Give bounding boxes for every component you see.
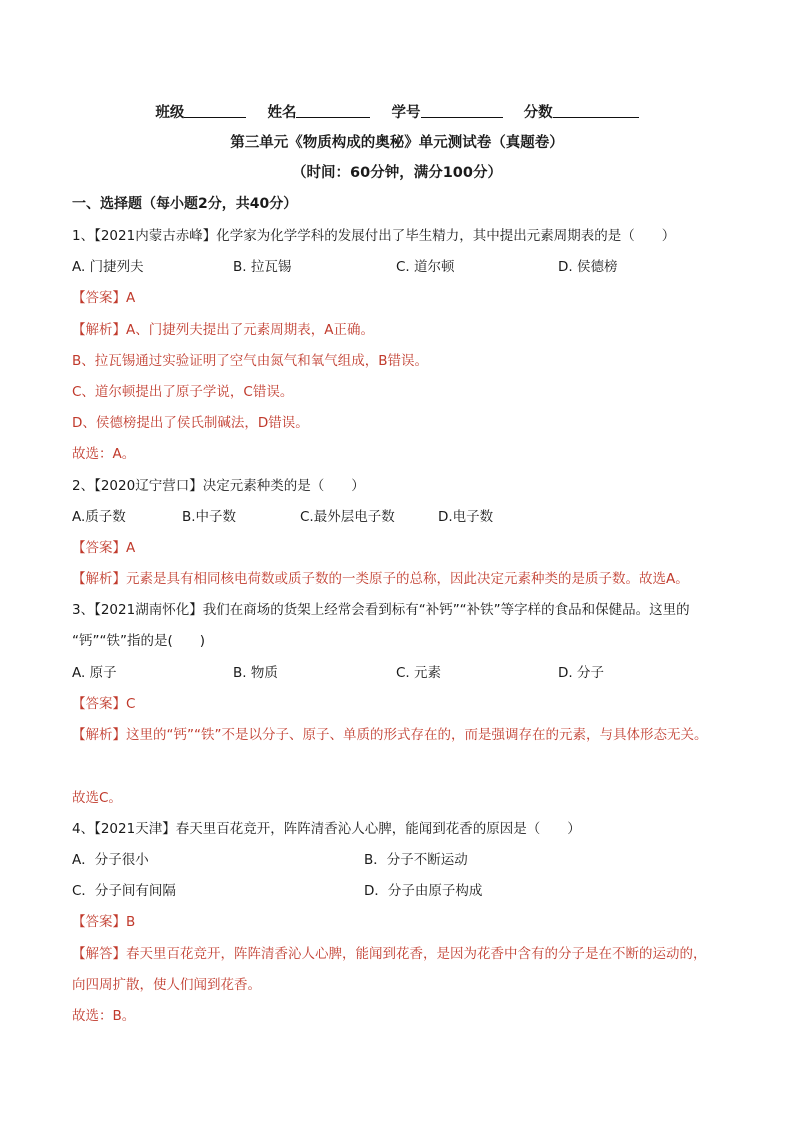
answer-value: C: [126, 696, 136, 712]
class-label: 班级: [155, 105, 185, 121]
question-1-stem: 1、【2021内蒙古赤峰】化学家为化学学科的发展付出了毕生精力，其中提出元素周期表的是（ ）: [72, 228, 676, 244]
question-3-stem: 3、【2021湖南怀化】我们在商场的货架上经常会看到标有“补钙”“补铁”等字样的食品和保健品。这里的: [72, 602, 690, 618]
id-blank[interactable]: [421, 103, 503, 118]
q4-analysis-2: 向四周扩散，使人们闻到花香。: [72, 977, 261, 993]
score-label: 分数: [523, 105, 553, 121]
q2-option-b: B.中子数: [182, 509, 237, 525]
score-blank[interactable]: [553, 103, 639, 118]
analysis-tag: 【解析】: [72, 322, 126, 338]
answer-value: B: [126, 914, 136, 930]
section-title: 一、选择题（每小题2分，共40分）: [72, 196, 298, 212]
q4-option-d: D．分子由原子构成: [364, 883, 483, 899]
analysis-text: A、门捷列夫提出了元素周期表，A正确。: [126, 322, 374, 338]
question-3-stem-cont: “钙”“铁”指的是( ): [72, 633, 206, 649]
analysis-tag: 【解析】: [72, 727, 126, 743]
student-info-line: [0, 101, 794, 122]
q4-analysis-3: 故选：B。: [72, 1008, 136, 1024]
answer-tag: 【答案】: [72, 914, 126, 930]
q4-answer: [72, 912, 135, 932]
q3-option-c: C. 元素: [396, 665, 442, 681]
analysis-tag: 【解析】: [72, 571, 126, 587]
question-2-stem: 2、【2020辽宁营口】决定元素种类的是（ ）: [72, 478, 365, 494]
q4-option-c: C．分子间有间隔: [72, 883, 176, 899]
q2-option-d: D.电子数: [438, 509, 494, 525]
answer-tag: 【答案】: [72, 540, 126, 556]
analysis-text: 这里的“钙”“铁”不是以分子、原子、单质的形式存在的，而是强调存在的元素，与具体形态无关。: [126, 727, 708, 743]
answer-value: A: [126, 540, 136, 556]
answer-value: A: [126, 290, 136, 306]
answer-tag: 【答案】: [72, 696, 126, 712]
q4-analysis-1: [72, 944, 707, 964]
q4-option-b: B．分子不断运动: [364, 852, 468, 868]
q2-analysis-1: [72, 569, 689, 589]
q3-analysis-1: [72, 725, 707, 745]
class-blank[interactable]: [184, 103, 246, 118]
q1-analysis-5: 故选：A。: [72, 446, 136, 462]
name-blank[interactable]: [296, 103, 370, 118]
q1-analysis-2: B、拉瓦锡通过实验证明了空气由氮气和氧气组成，B错误。: [72, 353, 429, 369]
q3-option-a: A. 原子: [72, 665, 117, 681]
analysis-tag: 【解答】: [72, 946, 126, 962]
q1-option-d: D. 侯德榜: [558, 259, 618, 275]
exam-title: 第三单元《物质构成的奥秘》单元测试卷（真题卷）: [230, 135, 564, 151]
q2-answer: [72, 538, 135, 558]
id-label: 学号: [391, 105, 421, 121]
q2-option-a: A.质子数: [72, 509, 126, 525]
q3-option-b: B. 物质: [233, 665, 278, 681]
q1-answer: [72, 288, 135, 308]
analysis-text: 春天里百花竞开，阵阵清香沁人心脾，能闻到花香，是因为花香中含有的分子是在不断的运动的，: [126, 946, 707, 962]
q3-option-d: D. 分子: [558, 665, 604, 681]
q1-analysis-4: D、侯德榜提出了侯氏制碱法，D错误。: [72, 415, 309, 431]
q1-option-b: B. 拉瓦锡: [233, 259, 292, 275]
q1-option-a: A. 门捷列夫: [72, 259, 144, 275]
q3-answer: [72, 694, 135, 714]
q1-option-c: C. 道尔顿: [396, 259, 455, 275]
name-label: 姓名: [267, 105, 297, 121]
q1-analysis-3: C、道尔顿提出了原子学说，C错误。: [72, 384, 294, 400]
q3-analysis-2: 故选C。: [72, 790, 122, 806]
answer-tag: 【答案】: [72, 290, 126, 306]
question-4-stem: 4、【2021天津】春天里百花竞开，阵阵清香沁人心脾，能闻到花香的原因是（ ）: [72, 821, 581, 837]
q4-option-a: A．分子很小: [72, 852, 149, 868]
exam-subtitle: （时间：60分钟，满分100分）: [292, 165, 502, 181]
q2-option-c: C.最外层电子数: [300, 509, 395, 525]
analysis-text: 元素是具有相同核电荷数或质子数的一类原子的总称，因此决定元素种类的是质子数。故选A。: [126, 571, 689, 587]
q1-analysis-1: [72, 320, 374, 340]
